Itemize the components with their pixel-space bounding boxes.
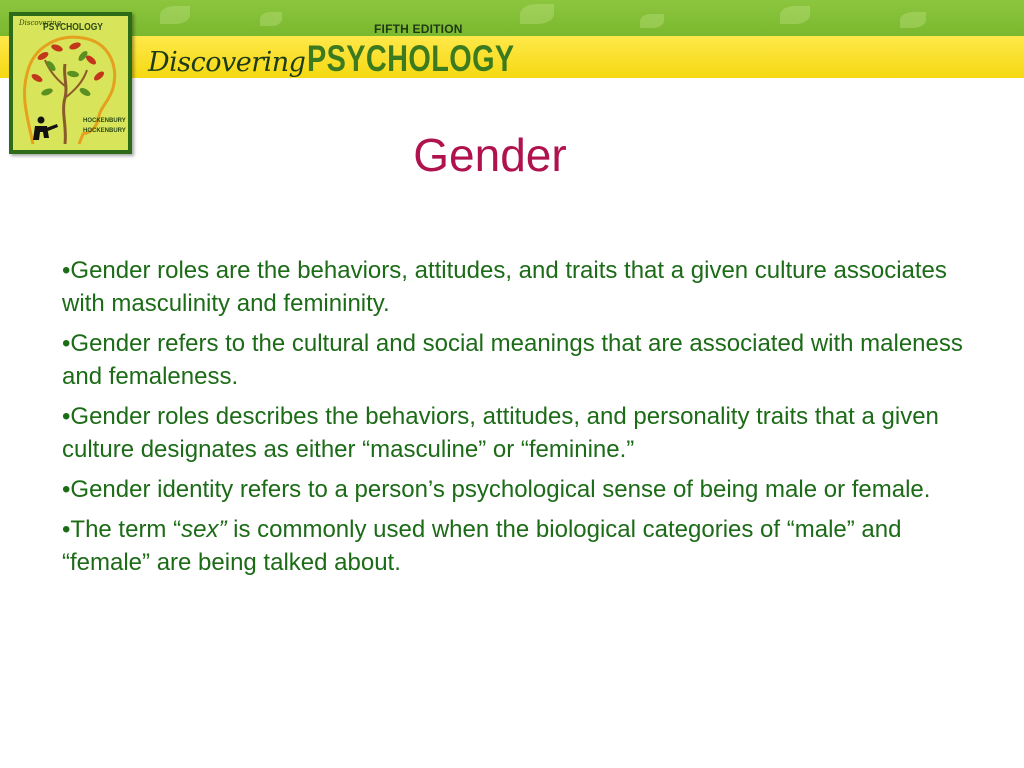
bullet-item: •Gender roles are the behaviors, attitudes, and traits that a given culture associates with masculinity and femininity. xyxy=(62,257,947,317)
slide-title xyxy=(0,128,980,182)
cover-author-2: HOCKENBURY xyxy=(83,128,126,134)
bullet-item: •Gender identity refers to a person’s psychological sense of being male or female. xyxy=(62,476,931,503)
brand-logo xyxy=(148,38,574,78)
cover-title-small: Discovering xyxy=(19,19,62,27)
bullet-emphasis: sex” xyxy=(181,516,227,543)
bullet-item: •Gender refers to the cultural and social meanings that are associated with maleness and femaleness. xyxy=(62,330,963,390)
cover-author-1: HOCKENBURY xyxy=(83,118,126,124)
bullet-item xyxy=(62,513,982,579)
edition-label: FIFTH EDITION xyxy=(374,22,463,36)
header-green-band xyxy=(0,0,1024,36)
cover-title: PSYCHOLOGY xyxy=(43,22,103,33)
brand-script-text: Discovering xyxy=(148,47,306,78)
brand-main-text: PSYCHOLOGY xyxy=(307,38,516,79)
bullet-prefix: •The term “ xyxy=(62,516,182,543)
slide-title-text: Gender xyxy=(413,129,567,181)
slide-body xyxy=(62,254,982,586)
bullet-suffix: is commonly used when the biological categories of “male” and “female” are being talked about. xyxy=(62,516,902,576)
bullet-item: •Gender roles describes the behaviors, attitudes, and personality traits that a given culture designates as either “masculine” or “feminine.” xyxy=(62,403,939,463)
